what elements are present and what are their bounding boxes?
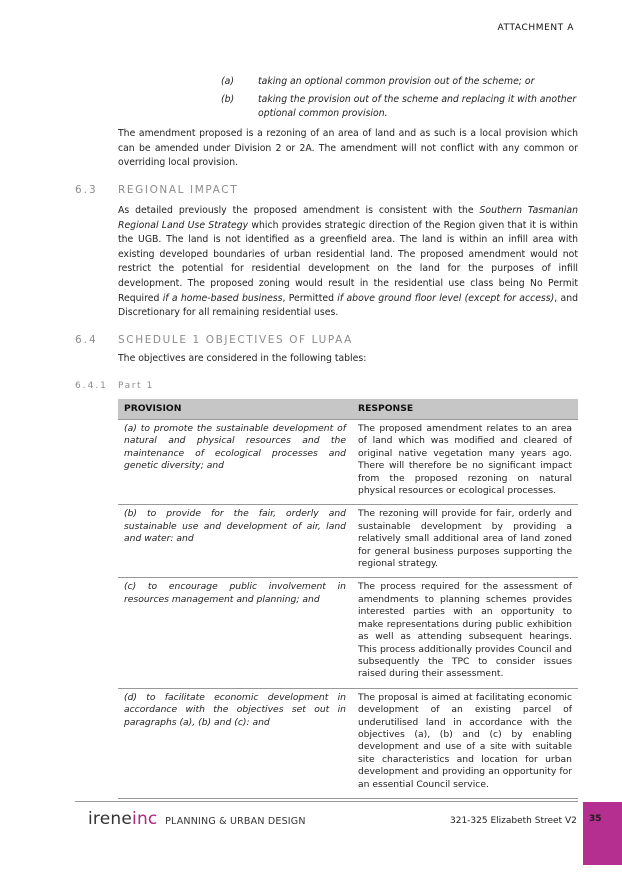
- column-header-response: RESPONSE: [352, 399, 578, 420]
- response-cell: The proposed amendment relates to an area of land which was modified and cleared of original native vegetation many years ago. There will therefore be no significant impact from the proposed rezoning on natural physical resources or ecological processes.: [352, 420, 578, 505]
- table-row: [118, 420, 578, 505]
- table-row: [118, 688, 578, 798]
- table-row: [118, 505, 578, 578]
- response-cell: The proposal is aimed at facilitating economic development of an existing parcel of underutilised land in accordance with the objectives (a), (b) and (c) by enabling development and use of a site with suitable site characteristics and location for urban development and providing an opportunity for an essential Council service.: [352, 688, 578, 798]
- response-cell: The process required for the assessment of amendments to planning schemes provides interested parties with an opportunity to make representations during public exhibition as well as attending subsequent hearings. This process additionally provides Council and subsequently the TPC to consider issues raised during their assessment.: [352, 578, 578, 688]
- text-run: As detailed previously the proposed amendment is consistent with the: [118, 205, 480, 216]
- list-text: taking an optional common provision out of the scheme; or: [258, 76, 535, 87]
- text-run: , and Discretionary for all remaining residential uses.: [118, 292, 578, 319]
- footer-divider: [75, 801, 578, 802]
- logo-accent: inc: [132, 809, 158, 829]
- section-number: 6.3: [75, 184, 98, 196]
- provision-cell: (c) to encourage public involvement in resources management and planning; and: [118, 578, 352, 688]
- page-number-box: [583, 802, 622, 865]
- section-number: 6.4: [75, 334, 98, 346]
- attachment-label: ATTACHMENT A: [497, 23, 574, 33]
- provision-cell: (b) to provide for the fair, orderly and sustainable use and development of air, land and water: and: [118, 505, 352, 578]
- provision-cell: (d) to facilitate economic development in accordance with the objectives set out in paragraphs (a), (b) and (c): and: [118, 688, 352, 798]
- text-run: which provides strategic direction of the Region given that it is within the UGB. The land is not identified as a greenfield area. The land is within an infill area with existing developed boundaries of urban residential land. The proposed amendment would not restrict the potential for residential development on the land for the purposes of infill development. The proposed zoning would result in the residential use class being No Permit Required: [118, 219, 579, 304]
- page-number: 35: [589, 814, 602, 824]
- text-run-italic: if a home-based business: [162, 292, 283, 304]
- table-row: [118, 578, 578, 688]
- section-text: The objectives are considered in the following tables:: [118, 353, 367, 364]
- regional-impact-paragraph: [118, 204, 578, 321]
- subsection-number: 6.4.1: [75, 381, 108, 391]
- list-label: (a): [221, 76, 234, 87]
- objectives-table: [118, 399, 578, 801]
- text-run-italic: if above ground floor level (except for access): [337, 292, 555, 304]
- section-heading: REGIONAL IMPACT: [118, 184, 239, 196]
- table-header-row: [118, 399, 578, 420]
- company-logo: [88, 809, 306, 829]
- logo-tagline: PLANNING & URBAN DESIGN: [165, 816, 306, 827]
- text-run: , Permitted: [282, 292, 338, 304]
- response-cell: The rezoning will provide for fair, orderly and sustainable development by providing a relatively small additional area of land zoned for general business purposes supporting the regional strategy.: [352, 505, 578, 578]
- text-run-italic: Southern Tasmanian Regional Land Use Strategy: [118, 205, 578, 231]
- logo-main: irene: [88, 809, 133, 829]
- footer-address: 321-325 Elizabeth Street V2: [450, 816, 577, 826]
- provision-cell: (a) to promote the sustainable development of natural and physical resources and the maintenance of ecological processes and genetic diversity; and: [118, 420, 352, 505]
- list-label: (b): [221, 94, 235, 105]
- column-header-provision: PROVISION: [118, 399, 352, 420]
- list-item-a: [221, 75, 581, 89]
- intro-paragraph: The amendment proposed is a rezoning of an area of land and as such is a local provision which can be amended under Division 2 or 2A. The amendment will not conflict with any common or overriding local provision.: [118, 128, 578, 169]
- list-text: taking the provision out of the scheme and replacing it with another optional common provision.: [258, 94, 577, 119]
- list-item-b: [221, 93, 581, 121]
- subsection-heading: Part 1: [118, 381, 154, 391]
- section-heading: SCHEDULE 1 OBJECTIVES OF LUPAA: [118, 334, 353, 346]
- objectives-table-wrapper: [118, 399, 578, 801]
